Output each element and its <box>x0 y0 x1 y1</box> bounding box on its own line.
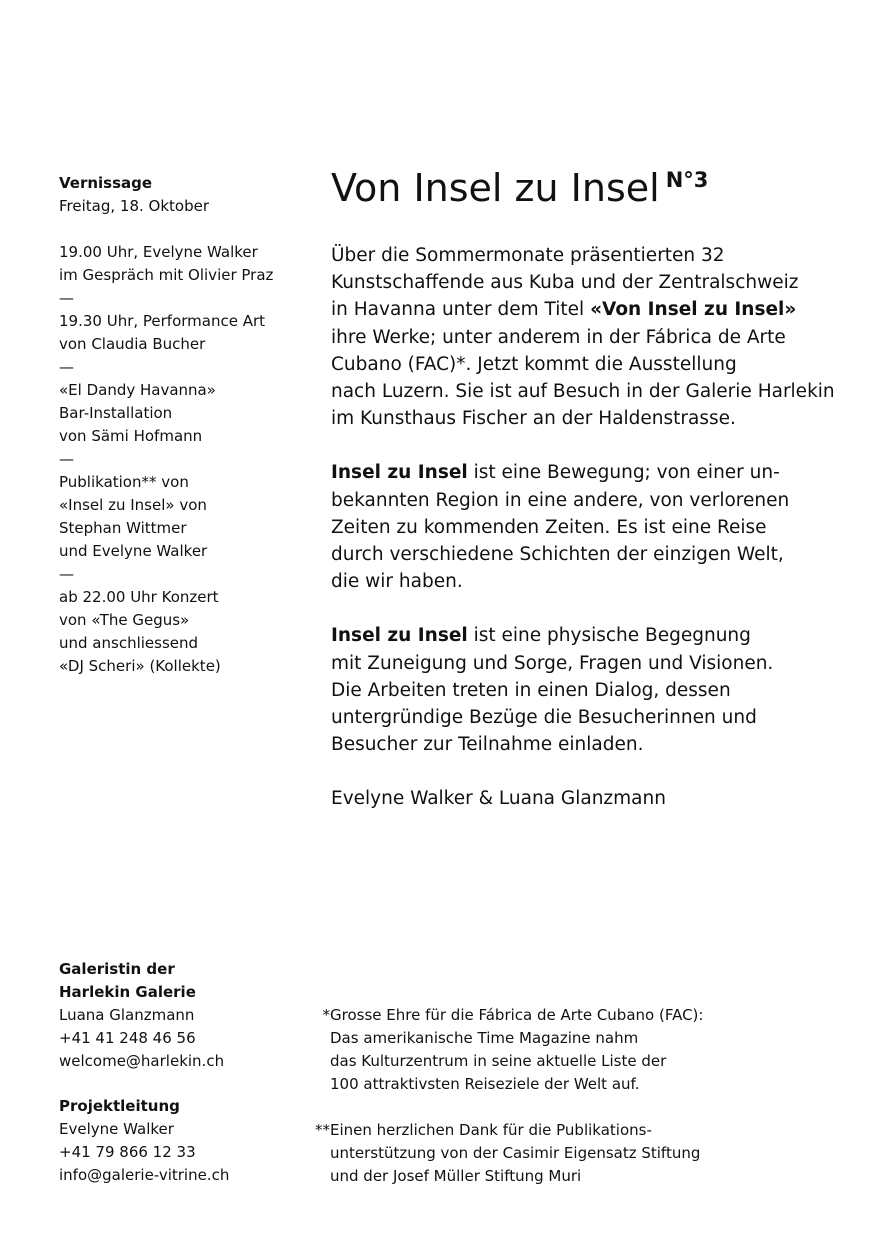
footnote-line: 100 attraktivsten Reiseziele der Welt auf. <box>330 1075 640 1093</box>
program-line: ab 22.00 Uhr Konzert <box>59 588 219 606</box>
program-item <box>59 241 309 287</box>
text-line: die wir haben. <box>331 571 463 593</box>
footnote-line: unterstützung von der Casimir Eigensatz Stiftung <box>330 1144 701 1162</box>
program-separator: — <box>59 565 74 583</box>
text-line: Cubano (FAC)*. Jetzt kommt die Ausstellung <box>331 353 737 375</box>
footnotes <box>313 1004 833 1188</box>
text-span: ist eine physische Begegnung <box>467 625 751 647</box>
keyword-bold: Insel zu Insel <box>331 462 468 484</box>
text-line: untergründige Bezüge die Besucherinnen und <box>331 707 757 729</box>
contact-project-lead <box>59 1095 309 1187</box>
program-separator: — <box>59 450 74 468</box>
footnote-line: Grosse Ehre für die Fábrica de Arte Cubano (FAC): <box>330 1006 704 1024</box>
issue-number: N°3 <box>665 168 709 192</box>
program-line: Bar-Installation <box>59 404 173 422</box>
vernissage-program <box>59 172 309 678</box>
footnote-mark: * <box>322 1006 330 1024</box>
program-line: Stephan Wittmer <box>59 519 187 537</box>
contact-heading: Projektleitung <box>59 1097 180 1115</box>
text-line: im Kunsthaus Fischer an der Haldenstrasse. <box>331 408 736 430</box>
footnote <box>313 1004 833 1096</box>
program-item <box>59 379 309 448</box>
contact-phone: +41 79 866 12 33 <box>59 1143 196 1161</box>
contact-name: Luana Glanzmann <box>59 1006 195 1024</box>
main-text <box>331 242 835 840</box>
text-line: Kunstschaffende aus Kuba und der Zentralschweiz <box>331 272 799 294</box>
footnote-mark: ** <box>315 1121 330 1139</box>
signature-text: Evelyne Walker & Luana Glanzmann <box>331 788 666 810</box>
contact-heading: Galeristin der <box>59 960 175 978</box>
paragraph-movement <box>331 459 811 595</box>
contact-email: welcome@harlekin.ch <box>59 1052 225 1070</box>
vernissage-heading: Vernissage <box>59 174 153 192</box>
program-line: 19.00 Uhr, Evelyne Walker <box>59 243 258 261</box>
program-line: und Evelyne Walker <box>59 542 208 560</box>
text-span: ist eine Bewegung; von einer un- <box>467 462 780 484</box>
page-title <box>331 164 708 218</box>
text-line: durch verschiedene Schichten der einzigen Welt, <box>331 544 784 566</box>
text-line: nach Luzern. Sie ist auf Besuch in der Galerie Harlekin <box>331 381 835 403</box>
program-line: «DJ Scheri» (Kollekte) <box>59 657 221 675</box>
footnote-line: und der Josef Müller Stiftung Muri <box>330 1167 582 1185</box>
program-separator: — <box>59 358 74 376</box>
text-line: mit Zuneigung und Sorge, Fragen und Visionen. <box>331 652 774 674</box>
text-line <box>331 459 811 486</box>
text-line: ihre Werke; unter anderem in der Fábrica de Arte <box>331 326 786 348</box>
exhibition-title-bold: «Von Insel zu Insel» <box>590 299 797 321</box>
program-line: von Claudia Bucher <box>59 335 206 353</box>
title-text: Von Insel zu Insel <box>331 166 660 210</box>
program-line: «Insel zu Insel» von <box>59 496 207 514</box>
program-line: von Sämi Hofmann <box>59 427 203 445</box>
program-line: im Gespräch mit Olivier Praz <box>59 266 274 284</box>
contact-gallery <box>59 958 309 1073</box>
contact-heading: Harlekin Galerie <box>59 983 196 1001</box>
paragraph-intro <box>331 242 835 432</box>
text-line <box>331 622 811 649</box>
text-line: Die Arbeiten treten in einen Dialog, dessen <box>331 679 731 701</box>
text-line: bekannten Region in eine andere, von verlorenen <box>331 489 790 511</box>
contact-phone: +41 41 248 46 56 <box>59 1029 196 1047</box>
text-line: Besucher zur Teilnahme einladen. <box>331 734 644 756</box>
footnote <box>313 1119 833 1188</box>
paragraph-encounter <box>331 622 811 758</box>
text-line <box>331 296 811 323</box>
program-line: «El Dandy Havanna» <box>59 381 216 399</box>
contact-block <box>59 958 309 1187</box>
program-item <box>59 310 309 356</box>
program-line: 19.30 Uhr, Performance Art <box>59 312 266 330</box>
footnote-line: Einen herzlichen Dank für die Publikations- <box>330 1121 652 1139</box>
footnote-line: Das amerikanische Time Magazine nahm <box>330 1029 639 1047</box>
program-line: und anschliessend <box>59 634 199 652</box>
program-item <box>59 471 309 563</box>
program-line: von «The Gegus» <box>59 611 190 629</box>
keyword-bold: Insel zu Insel <box>331 625 468 647</box>
program-line: Publikation** von <box>59 473 189 491</box>
text-line: Zeiten zu kommenden Zeiten. Es ist eine Reise <box>331 516 767 538</box>
program-separator: — <box>59 289 74 307</box>
contact-email: info@galerie-vitrine.ch <box>59 1166 230 1184</box>
footnote-line: das Kulturzentrum in seine aktuelle Liste der <box>330 1052 667 1070</box>
text-line: Über die Sommermonate präsentierten 32 <box>331 245 725 266</box>
signature <box>331 785 811 812</box>
vernissage-date: Freitag, 18. Oktober <box>59 197 209 215</box>
text-span: in Havanna unter dem Titel <box>331 299 591 321</box>
program-item <box>59 586 309 678</box>
contact-name: Evelyne Walker <box>59 1120 174 1138</box>
